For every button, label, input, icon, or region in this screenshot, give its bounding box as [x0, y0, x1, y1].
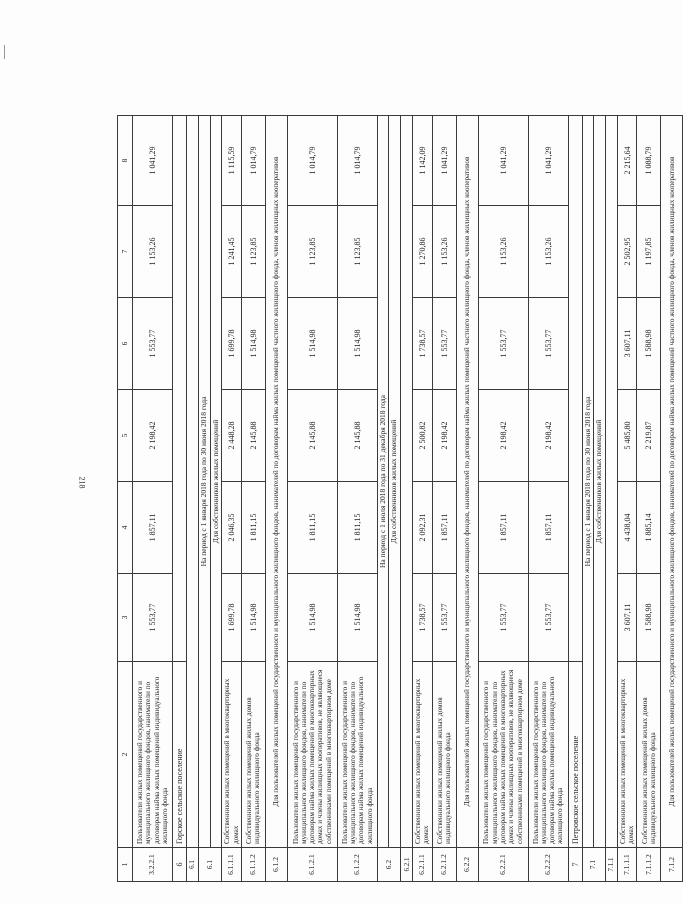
row-code: 6.1.2.1	[287, 848, 337, 882]
period-subheading: Для собственников жилых помещений	[210, 116, 221, 847]
row-description: Собственники жилых помещений в многоквартирных домах	[222, 662, 242, 848]
tariff-value: 2 500,82	[413, 390, 433, 482]
scan-edge-mark	[4, 45, 5, 59]
table-row	[287, 116, 337, 882]
period-text: На период с 1 июля 2018 года по 31 декабря 2018 года	[377, 395, 387, 568]
tariff-value: 2 198,42	[528, 390, 568, 482]
row-description: Пользователи жилых помещений государственного и муниципального жилищного фондов, наниматели по договорам найма жилых помещений индивидуального жилищного фонда	[133, 662, 173, 848]
period-text: На период с 1 января 2018 года по 30 июня 2018 года	[582, 396, 592, 567]
row-code: 6.2.2.1	[478, 848, 528, 882]
row-description: Пользователи жилых помещений государственного и муниципального жилищного фондов, наниматели по договорам найма жилых помещений в многоквартирных домах и члены жилищных кооперативов, не являющиеся собственниками помещений в многоквартирном доме	[478, 662, 528, 848]
tariff-value: 1 123,85	[287, 206, 337, 298]
tariff-value: 1 041,29	[528, 116, 568, 206]
tariff-value: 1 041,29	[478, 116, 528, 206]
tariff-value: 1 514,98	[241, 574, 265, 662]
row-description: Пользователи жилых помещений государственного и муниципального жилищного фондов, наниматели по договорам найма жилых помещений индивидуального жилищного фонда	[528, 662, 568, 848]
row-code: 6	[173, 848, 187, 882]
period-row	[582, 116, 605, 882]
tariff-value: 1 699,78	[222, 298, 242, 390]
period-row	[199, 116, 222, 882]
row-description: Собственники жилых помещений жилых домов индивидуального жилищного фонда	[241, 662, 265, 848]
tariff-value: 2 502,95	[617, 206, 637, 298]
tariff-value: 1 553,77	[478, 298, 528, 390]
category-row	[456, 116, 478, 882]
tariff-value: 1 811,15	[287, 482, 337, 574]
column-number: 6	[118, 298, 133, 390]
row-description: Собственники жилых помещений жилых домов индивидуального жилищного фонда	[637, 662, 661, 848]
table-row	[337, 116, 377, 882]
category-row	[661, 116, 683, 882]
row-code: 6.2	[377, 848, 400, 882]
tariff-value: 4 438,04	[617, 482, 637, 574]
blank-row	[605, 116, 617, 882]
section-title: Горское сельское поселение	[173, 662, 187, 848]
tariff-value: 1 811,15	[337, 482, 377, 574]
column-number: 7	[118, 206, 133, 298]
tariff-value: 5 485,80	[617, 390, 637, 482]
table-row	[528, 116, 568, 882]
tariff-value: 2 198,42	[432, 390, 456, 482]
tariff-value: 1 857,11	[478, 482, 528, 574]
tariff-value: 1 153,26	[432, 206, 456, 298]
tariff-value: 1 738,57	[413, 298, 433, 390]
table-row	[241, 116, 265, 882]
row-code: 3.2.2.1	[133, 848, 173, 882]
tariff-value: 3 607,11	[617, 298, 637, 390]
tariff-value: 1 857,11	[133, 482, 173, 574]
row-description: Собственники жилых помещений в многоквартирных домах	[617, 662, 637, 848]
column-number: 4	[118, 482, 133, 574]
tariff-value: 2 145,88	[287, 390, 337, 482]
row-description: Пользователи жилых помещений государственного и муниципального жилищного фондов, наниматели по договорам найма жилых помещений в многоквартирных домах и члены жилищных кооперативов, не являющиеся собственниками помещений в многоквартирном доме	[287, 662, 337, 848]
row-code: 7.1	[582, 848, 605, 882]
tariff-value: 1 014,79	[337, 116, 377, 206]
row-code: 6.1	[199, 848, 222, 882]
tariff-value: 1 014,79	[287, 116, 337, 206]
tariff-value: 1 699,78	[222, 574, 242, 662]
period-text: На период с 1 января 2018 года по 30 июня 2018 года	[199, 396, 208, 567]
row-code: 6.2.1	[401, 848, 413, 882]
section-row	[568, 116, 582, 882]
table-row	[617, 116, 637, 882]
tariff-value: 1 553,77	[133, 298, 173, 390]
tariff-value: 2 092,31	[413, 482, 433, 574]
tariff-value: 1 123,85	[241, 206, 265, 298]
category-row	[265, 116, 287, 882]
tariff-value: 1 553,77	[432, 574, 456, 662]
period-heading	[377, 116, 400, 848]
tariff-value: 1 041,29	[432, 116, 456, 206]
tariff-value: 1 115,59	[222, 116, 242, 206]
tariff-value: 1 738,57	[413, 574, 433, 662]
tariff-value: 1 514,98	[287, 574, 337, 662]
tariff-table	[117, 115, 683, 882]
tariff-value: 1 197,85	[637, 206, 661, 298]
row-code: 7.1.2	[661, 848, 683, 882]
tariff-value: 1 514,98	[337, 298, 377, 390]
tariff-value: 2 145,88	[337, 390, 377, 482]
row-description: Собственники жилых помещений жилых домов индивидуального жилищного фонда	[432, 662, 456, 848]
tariff-value: 1 553,77	[528, 298, 568, 390]
section-empty	[568, 116, 582, 662]
tariff-value: 1 514,98	[337, 574, 377, 662]
tariff-value: 1 588,98	[637, 298, 661, 390]
tariff-value: 1 142,09	[413, 116, 433, 206]
row-code: 6.2.2.2	[528, 848, 568, 882]
tariff-value: 2 215,64	[617, 116, 637, 206]
tariff-value: 1 857,11	[528, 482, 568, 574]
row-code: 6.2.2	[456, 848, 478, 882]
tariff-value: 1 553,77	[133, 574, 173, 662]
column-number-row	[118, 116, 133, 882]
tariff-value: 1 270,86	[413, 206, 433, 298]
category-heading: Для пользователей жилых помещений государственного и муниципального жилищного фондов, нанимателей по договорам найма жилых помещений частного жилищного фонда, членов жилищных кооперативов	[456, 116, 478, 848]
tariff-value: 3 607,11	[617, 574, 637, 662]
blank-row	[187, 116, 199, 882]
blank-cell	[401, 116, 413, 848]
row-description: Пользователи жилых помещений государственного и муниципального жилищного фондов, наниматели по договорам найма жилых помещений индивидуального жилищного фонда	[337, 662, 377, 848]
category-heading: Для пользователей жилых помещений государственного и муниципального жилищного фондов, нанимателей по договорам найма жилых помещений частного жилищного фонда, членов жилищных кооперативов	[661, 116, 683, 848]
row-code: 7.1.1.2	[637, 848, 661, 882]
period-heading	[199, 116, 222, 848]
row-description: Собственники жилых помещений в многоквартирных домах	[413, 662, 433, 848]
tariff-value: 1 553,77	[478, 574, 528, 662]
tariff-value: 2 198,42	[478, 390, 528, 482]
tariff-value: 2 219,87	[637, 390, 661, 482]
tariff-value: 2 046,35	[222, 482, 242, 574]
category-heading: Для пользователей жилых помещений государственного и муниципального жилищного фондов, нанимателей по договорам найма жилых помещений частного жилищного фонда, членов жилищных кооперативов	[265, 116, 287, 848]
tariff-value: 1 553,77	[528, 574, 568, 662]
tariff-value: 2 448,28	[222, 390, 242, 482]
column-number: 2	[118, 662, 133, 848]
section-row	[173, 116, 187, 882]
row-code: 7.1.1.1	[617, 848, 637, 882]
tariff-value: 1 088,79	[637, 116, 661, 206]
tariff-value: 1 857,11	[432, 482, 456, 574]
column-number: 1	[118, 848, 133, 882]
tariff-value: 1 241,45	[222, 206, 242, 298]
period-row	[377, 116, 400, 882]
table-row	[478, 116, 528, 882]
tariff-value: 1 041,29	[133, 116, 173, 206]
table-row	[432, 116, 456, 882]
table-row	[133, 116, 173, 882]
tariff-value: 1 588,98	[637, 574, 661, 662]
table-row	[222, 116, 242, 882]
tariff-value: 2 145,88	[241, 390, 265, 482]
column-number: 3	[118, 574, 133, 662]
column-number: 8	[118, 116, 133, 206]
tariff-value: 1 153,26	[528, 206, 568, 298]
tariff-value: 2 198,42	[133, 390, 173, 482]
blank-row	[401, 116, 413, 882]
column-number: 5	[118, 390, 133, 482]
period-heading	[582, 116, 605, 848]
row-code: 6.1.1.2	[241, 848, 265, 882]
section-title: Петровское сельское поселение	[568, 662, 582, 848]
tariff-value: 1 123,85	[337, 206, 377, 298]
tariff-value: 1 885,14	[637, 482, 661, 574]
rotated-table-container	[117, 116, 676, 882]
tariff-value: 1 153,26	[478, 206, 528, 298]
row-code: 6.1.2.2	[337, 848, 377, 882]
row-code: 6.2.1.1	[413, 848, 433, 882]
table-row	[637, 116, 661, 882]
row-code: 6.1.1.1	[222, 848, 242, 882]
tariff-value: 1 811,15	[241, 482, 265, 574]
blank-cell	[605, 116, 617, 848]
row-code: 6.1.2	[265, 848, 287, 882]
row-code: 7.1.1	[605, 848, 617, 882]
table-row	[413, 116, 433, 882]
page-number: 218	[77, 476, 87, 489]
section-empty	[173, 116, 187, 662]
tariff-value: 1 514,98	[287, 298, 337, 390]
tariff-value: 1 553,77	[432, 298, 456, 390]
blank-cell	[187, 116, 199, 848]
tariff-value: 1 014,79	[241, 116, 265, 206]
period-subheading: Для собственников жилых помещений	[388, 116, 399, 847]
tariff-value: 1 514,98	[241, 298, 265, 390]
row-code: 7	[568, 848, 582, 882]
row-code: 6.1	[187, 848, 199, 882]
row-code: 6.2.1.2	[432, 848, 456, 882]
period-subheading: Для собственников жилых помещений	[593, 116, 604, 847]
tariff-value: 1 153,26	[133, 206, 173, 298]
